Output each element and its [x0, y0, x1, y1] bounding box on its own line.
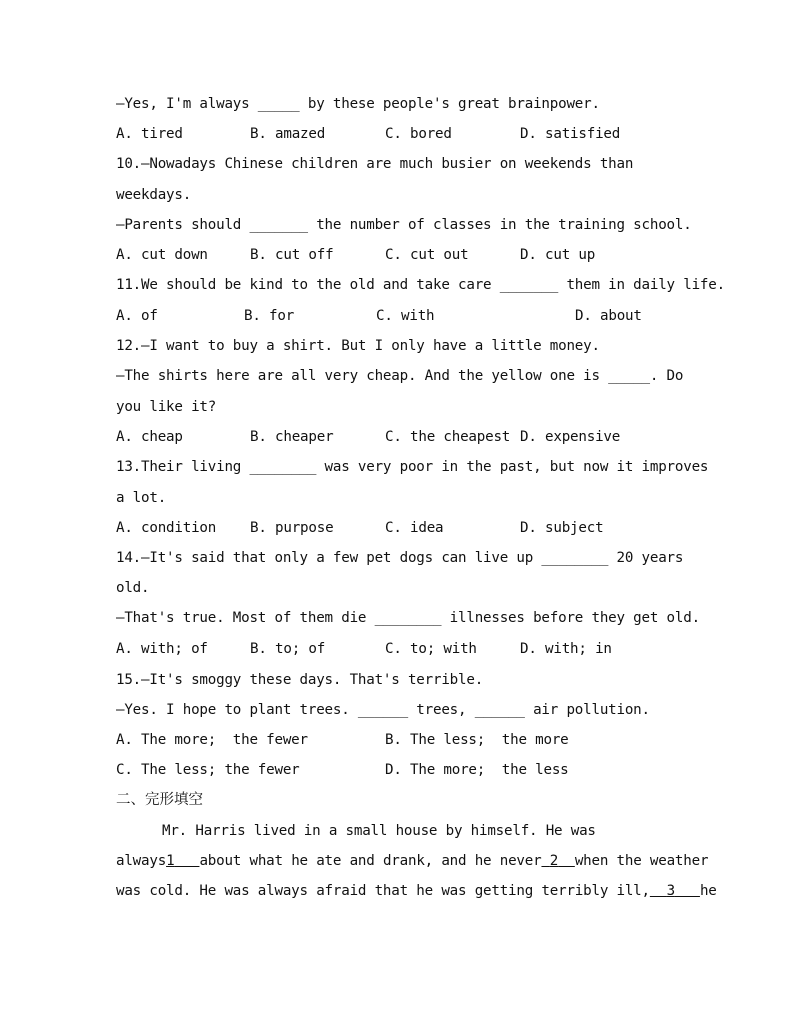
q9-option-a: A. tired [116, 126, 183, 142]
q11-option-b: B. for [244, 308, 295, 324]
q9-response-line: —Yes, I'm always _____ by these people's great brainpower. [116, 96, 600, 112]
q14-option-c: C. to; with [385, 641, 477, 657]
q11-option-d: D. about [575, 308, 642, 324]
passage-text: always [116, 853, 167, 869]
section-heading: 二、完形填空 [116, 792, 203, 808]
q15-option-a: A. The more; the fewer [116, 732, 308, 748]
q15-option-c: C. The less; the fewer [116, 762, 300, 778]
q13-option-b: B. purpose [250, 520, 334, 536]
q12-question-line: 12.—I want to buy a shirt. But I only have a little money. [116, 338, 600, 354]
q14-response-line: —That's true. Most of them die ________ illnesses before they get old. [116, 610, 700, 626]
passage-line-2 [116, 849, 708, 873]
q13-question-line: 13.Their living ________ was very poor in the past, but now it improves [116, 459, 709, 475]
q12-option-c: C. the cheapest [385, 429, 511, 445]
q15-response-line: —Yes. I hope to plant trees. ______ trees, ______ air pollution. [116, 702, 650, 718]
q11-option-a: A. of [116, 308, 158, 324]
q15-option-d: D. The more; the less [385, 762, 569, 778]
q13-option-a: A. condition [116, 520, 217, 536]
q15-option-b: B. The less; the more [385, 732, 569, 748]
q10-option-d: D. cut up [520, 247, 596, 263]
q9-option-c: C. bored [385, 126, 452, 142]
q9-option-d: D. satisfied [520, 126, 621, 142]
q13-option-c: C. idea [385, 520, 444, 536]
q12-response-line: —The shirts here are all very cheap. And the yellow one is _____. Do [116, 368, 684, 384]
q14-option-a: A. with; of [116, 641, 208, 657]
q10-option-b: B. cut off [250, 247, 334, 263]
passage-line-1: Mr. Harris lived in a small house by himself. He was [162, 823, 596, 839]
q10-question-line-cont: weekdays. [116, 187, 192, 203]
passage-text: when the weather [574, 853, 709, 869]
q12-option-d: D. expensive [520, 429, 621, 445]
q13-option-d: D. subject [520, 520, 604, 536]
q15-question-line: 15.—It's smoggy these days. That's terrible. [116, 672, 484, 688]
q9-option-b: B. amazed [250, 126, 326, 142]
q12-option-a: A. cheap [116, 429, 183, 445]
q11-option-c: C. with [376, 308, 435, 324]
q13-question-line-cont: a lot. [116, 490, 167, 506]
q10-option-c: C. cut out [385, 247, 469, 263]
q10-question-line: 10.—Nowadays Chinese children are much busier on weekends than [116, 156, 634, 172]
cloze-blank-1: 1 [166, 853, 175, 869]
q14-option-d: D. with; in [520, 641, 612, 657]
q11-question-line: 11.We should be kind to the old and take care _______ them in daily life. [116, 277, 725, 293]
passage-text: about what he ate and drank, and he never [199, 853, 542, 869]
passage-text: was cold. He was always afraid that he was getting terribly ill, [116, 883, 650, 899]
cloze-blank-2: 2 [549, 853, 559, 869]
q14-option-b: B. to; of [250, 641, 326, 657]
passage-text: he [699, 883, 717, 899]
passage-line-3 [116, 879, 717, 903]
q10-response-line: —Parents should _______ the number of classes in the training school. [116, 217, 692, 233]
q12-option-b: B. cheaper [250, 429, 334, 445]
q14-question-line-cont: old. [116, 580, 150, 596]
q12-response-line-cont: you like it? [116, 399, 217, 415]
q14-question-line: 14.—It's said that only a few pet dogs can live up ________ 20 years [116, 550, 684, 566]
q10-option-a: A. cut down [116, 247, 208, 263]
cloze-blank-3: 3 [666, 883, 675, 899]
